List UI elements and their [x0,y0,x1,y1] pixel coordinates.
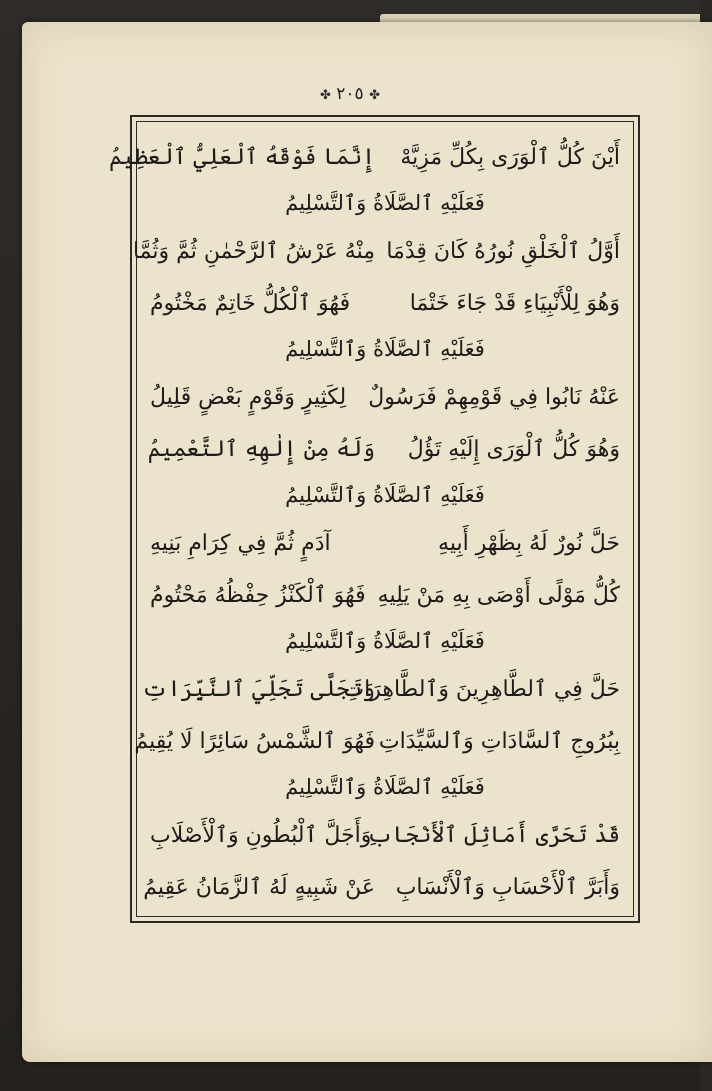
second-hemistich: لِكَثِيرٍ وَقَوْمٍ بَعْضٍ قَلِيلُ [150,385,347,410]
first-hemistich: وَهُوَ لِلْأَنْبِيَاءِ قَدْ جَاءَ خَتْمَا [409,291,620,316]
couplet [150,372,620,424]
second-hemistich: مِنْهُ عَرْشُ ٱلرَّحْمٰنِ ثُمَّ وَثُمَّا [132,239,375,264]
second-hemistich: وَأَجَلَّ ٱلْبُطُونِ وَٱلْأَصْلَابِ [150,823,372,848]
right-ornament: ✤ [319,88,331,103]
first-hemistich: كُلُّ مَوْلًى أَوْصَى بِهِ مَنْ يَلِيهِ [377,583,620,608]
refrain: فَعَلَيْهِ ٱلصَّلَاةُ وَٱلتَّسْلِيمُ [285,191,485,215]
couplet [132,226,620,278]
second-hemistich: فَهُوَ ٱلشَّمْسُ سَائِرًا لَا يُقِيمُ [134,729,375,754]
refrain: فَعَلَيْهِ ٱلصَّلَاةُ وَٱلتَّسْلِيمُ [285,483,485,507]
second-hemistich: فَهُوَ ٱلْكَنْزُ حِفْظُهُ مَحْتُومُ [150,583,366,608]
refrain: فَعَلَيْهِ ٱلصَّلَاةُ وَٱلتَّسْلِيمُ [285,337,485,361]
left-ornament: ✤ [369,88,381,103]
first-hemistich: عَنْهُ نَابُوا فِي قَوْمِهِمْ فَرَسُولٌ [368,385,620,410]
second-hemistich: فَهُوَ ٱلْكُلُّ خَاتِمٌ مَخْتُومُ [150,291,351,316]
couplet [134,716,620,768]
refrain: فَعَلَيْهِ ٱلصَّلَاةُ وَٱلتَّسْلِيمُ [285,775,485,799]
first-hemistich: وَأَبَرَّ ٱلْأَحْسَابِ وَٱلْأَنْسَابِ [395,875,620,900]
first-hemistich: قَدْ تَحَرَّى أَمَاثِلَ ٱلْأَنْجَابِ [366,823,620,848]
first-hemistich: أَوَّلُ ٱلْخَلْقِ نُورُهُ كَانَ قِدْمَا [386,239,620,264]
second-hemistich: وَلَهُ مِنْ إِلٰهِهِ ٱلتَّعْمِيمُ [147,437,375,462]
couplet [109,132,620,184]
second-hemistich: آدَمٍ ثُمَّ فِي كِرَامِ بَنِيهِ [150,531,331,556]
poem-body [109,132,620,902]
first-hemistich: بِبُرُوجِ ٱلسَّادَاتِ وَٱلسَّيِّدَاتِ [378,729,620,754]
first-hemistich: وَهُوَ كُلُّ ٱلْوَرَى إِلَيْهِ تَؤُلُ [407,437,620,462]
second-hemistich: إِنَّمَا فَوْقَهُ ٱلْعَلِيُّ ٱلْعَظِيمُ [109,145,375,170]
couplet [150,810,620,862]
first-hemistich: أَيْنَ كُلُّ ٱلْوَرَى بِكُلِّ مَزِيَّهْ [400,145,620,170]
second-hemistich: وَتَجَلَّى تَجَلِّيَ ٱلنَّيِّرَاتِ [141,677,375,702]
page-number [0,84,700,104]
couplet [150,518,620,570]
first-hemistich: حَلَّ نُورٌ لَهُ بِظَهْرِ أَبِيهِ [438,531,620,556]
page-number-text: ٢٠٥ [336,84,364,104]
couplet [150,278,620,330]
refrain: فَعَلَيْهِ ٱلصَّلَاةُ وَٱلتَّسْلِيمُ [285,629,485,653]
second-hemistich: عَنْ شَبِيهٍ لَهُ ٱلزَّمَانُ عَقِيمُ [143,875,375,900]
couplet [141,664,620,716]
couplet [147,424,620,476]
first-hemistich: حَلَّ فِي ٱلطَّاهِرِينَ وَٱلطَّاهِرَاتِ [343,677,620,702]
couplet [150,570,620,622]
couplet [143,862,620,914]
